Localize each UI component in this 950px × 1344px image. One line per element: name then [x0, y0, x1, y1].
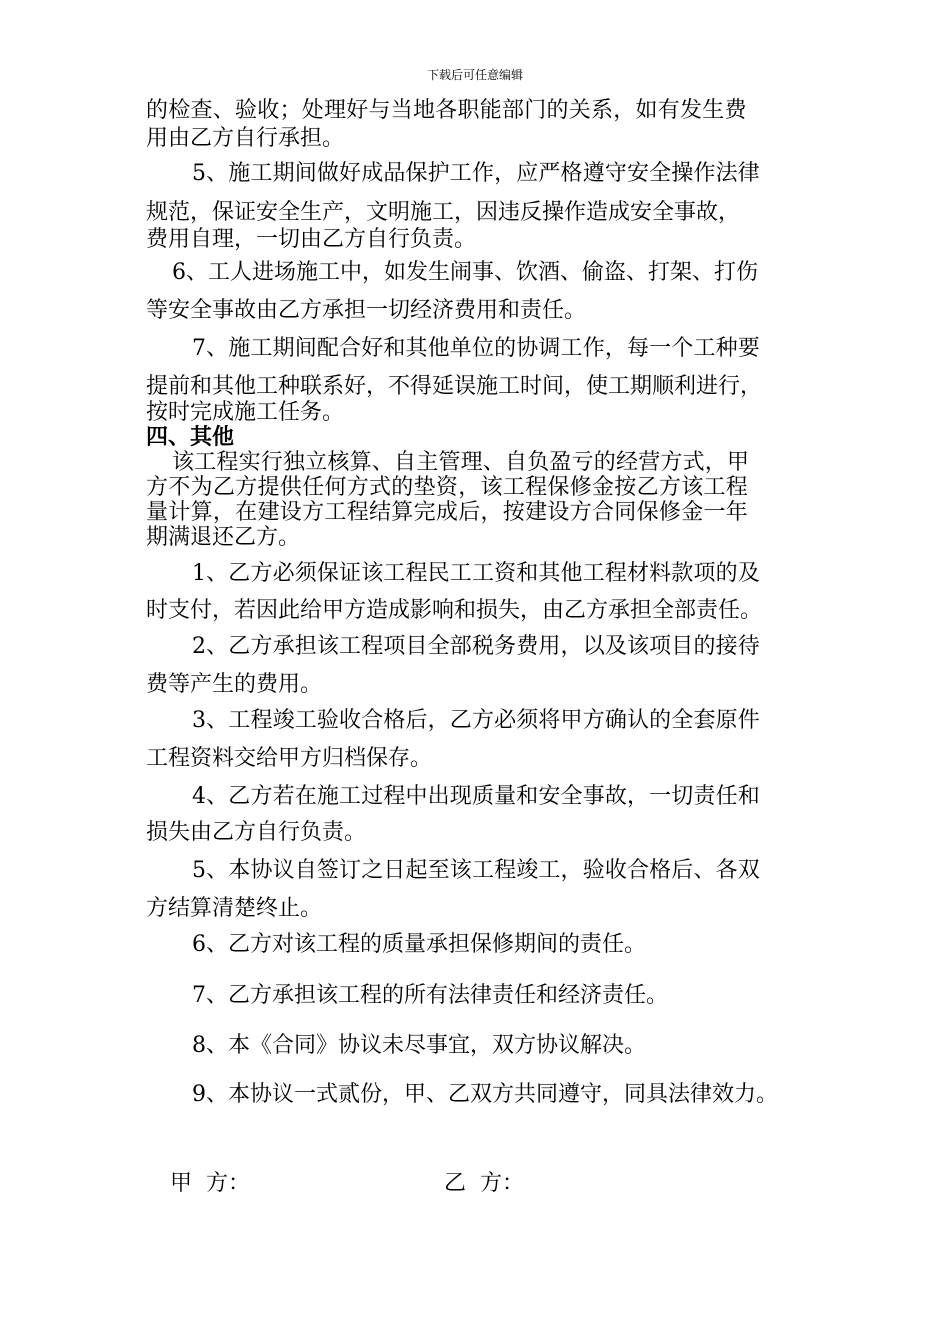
- paragraph-line: 工程资料交给甲方归档保存。: [146, 746, 433, 771]
- paragraph-line: 等安全事故由乙方承担一切经济费用和责任。: [146, 298, 587, 323]
- paragraph-line: 量计算，在建设方工程结算完成后，按建设方合同保修金一年: [146, 500, 749, 525]
- section-heading: 四、其他: [146, 424, 235, 450]
- paragraph-line: 提前和其他工种联系好，不得延误施工时间，使工期顺利进行，: [146, 374, 763, 399]
- paragraph-line: 7、施工期间配合好和其他单位的协调工作，每一个工种要: [192, 336, 760, 361]
- paragraph-line: 6、工人进场施工中，如发生闹事、饮酒、偷盗、打架、打伤: [172, 260, 758, 285]
- paragraph-line: 4、乙方若在施工过程中出现质量和安全事故，一切责任和: [192, 784, 760, 809]
- paragraph-line: 按时完成施工任务。: [146, 400, 345, 425]
- party-b-signature: 乙 方：: [444, 1171, 524, 1196]
- page-header: 下载后可任意编辑: [426, 68, 523, 82]
- paragraph-line: 8、本《合同》协议未尽事宜，双方协议解决。: [192, 1033, 646, 1058]
- paragraph-line: 损失由乙方自行负责。: [146, 820, 367, 845]
- paragraph-line: 的检查、验收；处理好与当地各职能部门的关系，如有发生费: [146, 98, 747, 123]
- paragraph-line: 5、施工期间做好成品保护工作，应严格遵守安全操作法律: [192, 161, 760, 186]
- paragraph-line: 期满退还乙方。: [146, 525, 301, 550]
- paragraph-line: 费等产生的费用。: [146, 672, 323, 697]
- paragraph-line: 5、本协议自签订之日起至该工程竣工，验收合格后、各双: [192, 858, 760, 883]
- paragraph-line: 9、本协议一式贰份，甲、乙双方共同遵守，同具法律效力。: [192, 1082, 778, 1107]
- paragraph-line: 1、乙方必须保证该工程民工工资和其他工程材料款项的及: [192, 561, 760, 586]
- paragraph-line: 费用自理，一切由乙方自行负责。: [146, 227, 477, 252]
- party-a-signature: 甲 方：: [170, 1171, 250, 1196]
- paragraph-line: 该工程实行独立核算、自主管理、自负盈亏的经营方式，甲: [172, 450, 750, 475]
- paragraph-line: 2、乙方承担该工程项目全部税务费用，以及该项目的接待: [192, 634, 760, 659]
- paragraph-line: 时支付，若因此给甲方造成影响和损失，由乙方承担全部责任。: [146, 598, 763, 623]
- paragraph-line: 6、乙方对该工程的质量承担保修期间的责任。: [192, 932, 646, 957]
- paragraph-line: 7、乙方承担该工程的所有法律责任和经济责任。: [192, 983, 668, 1008]
- paragraph-line: 规范，保证安全生产，文明施工，因违反操作造成安全事故，: [146, 200, 741, 225]
- paragraph-line: 方不为乙方提供任何方式的垫资，该工程保修金按乙方该工程: [146, 475, 749, 500]
- paragraph-line: 3、工程竣工验收合格后，乙方必须将甲方确认的全套原件: [192, 708, 760, 733]
- paragraph-line: 用由乙方自行承担。: [146, 126, 345, 151]
- paragraph-line: 方结算清楚终止。: [146, 896, 323, 921]
